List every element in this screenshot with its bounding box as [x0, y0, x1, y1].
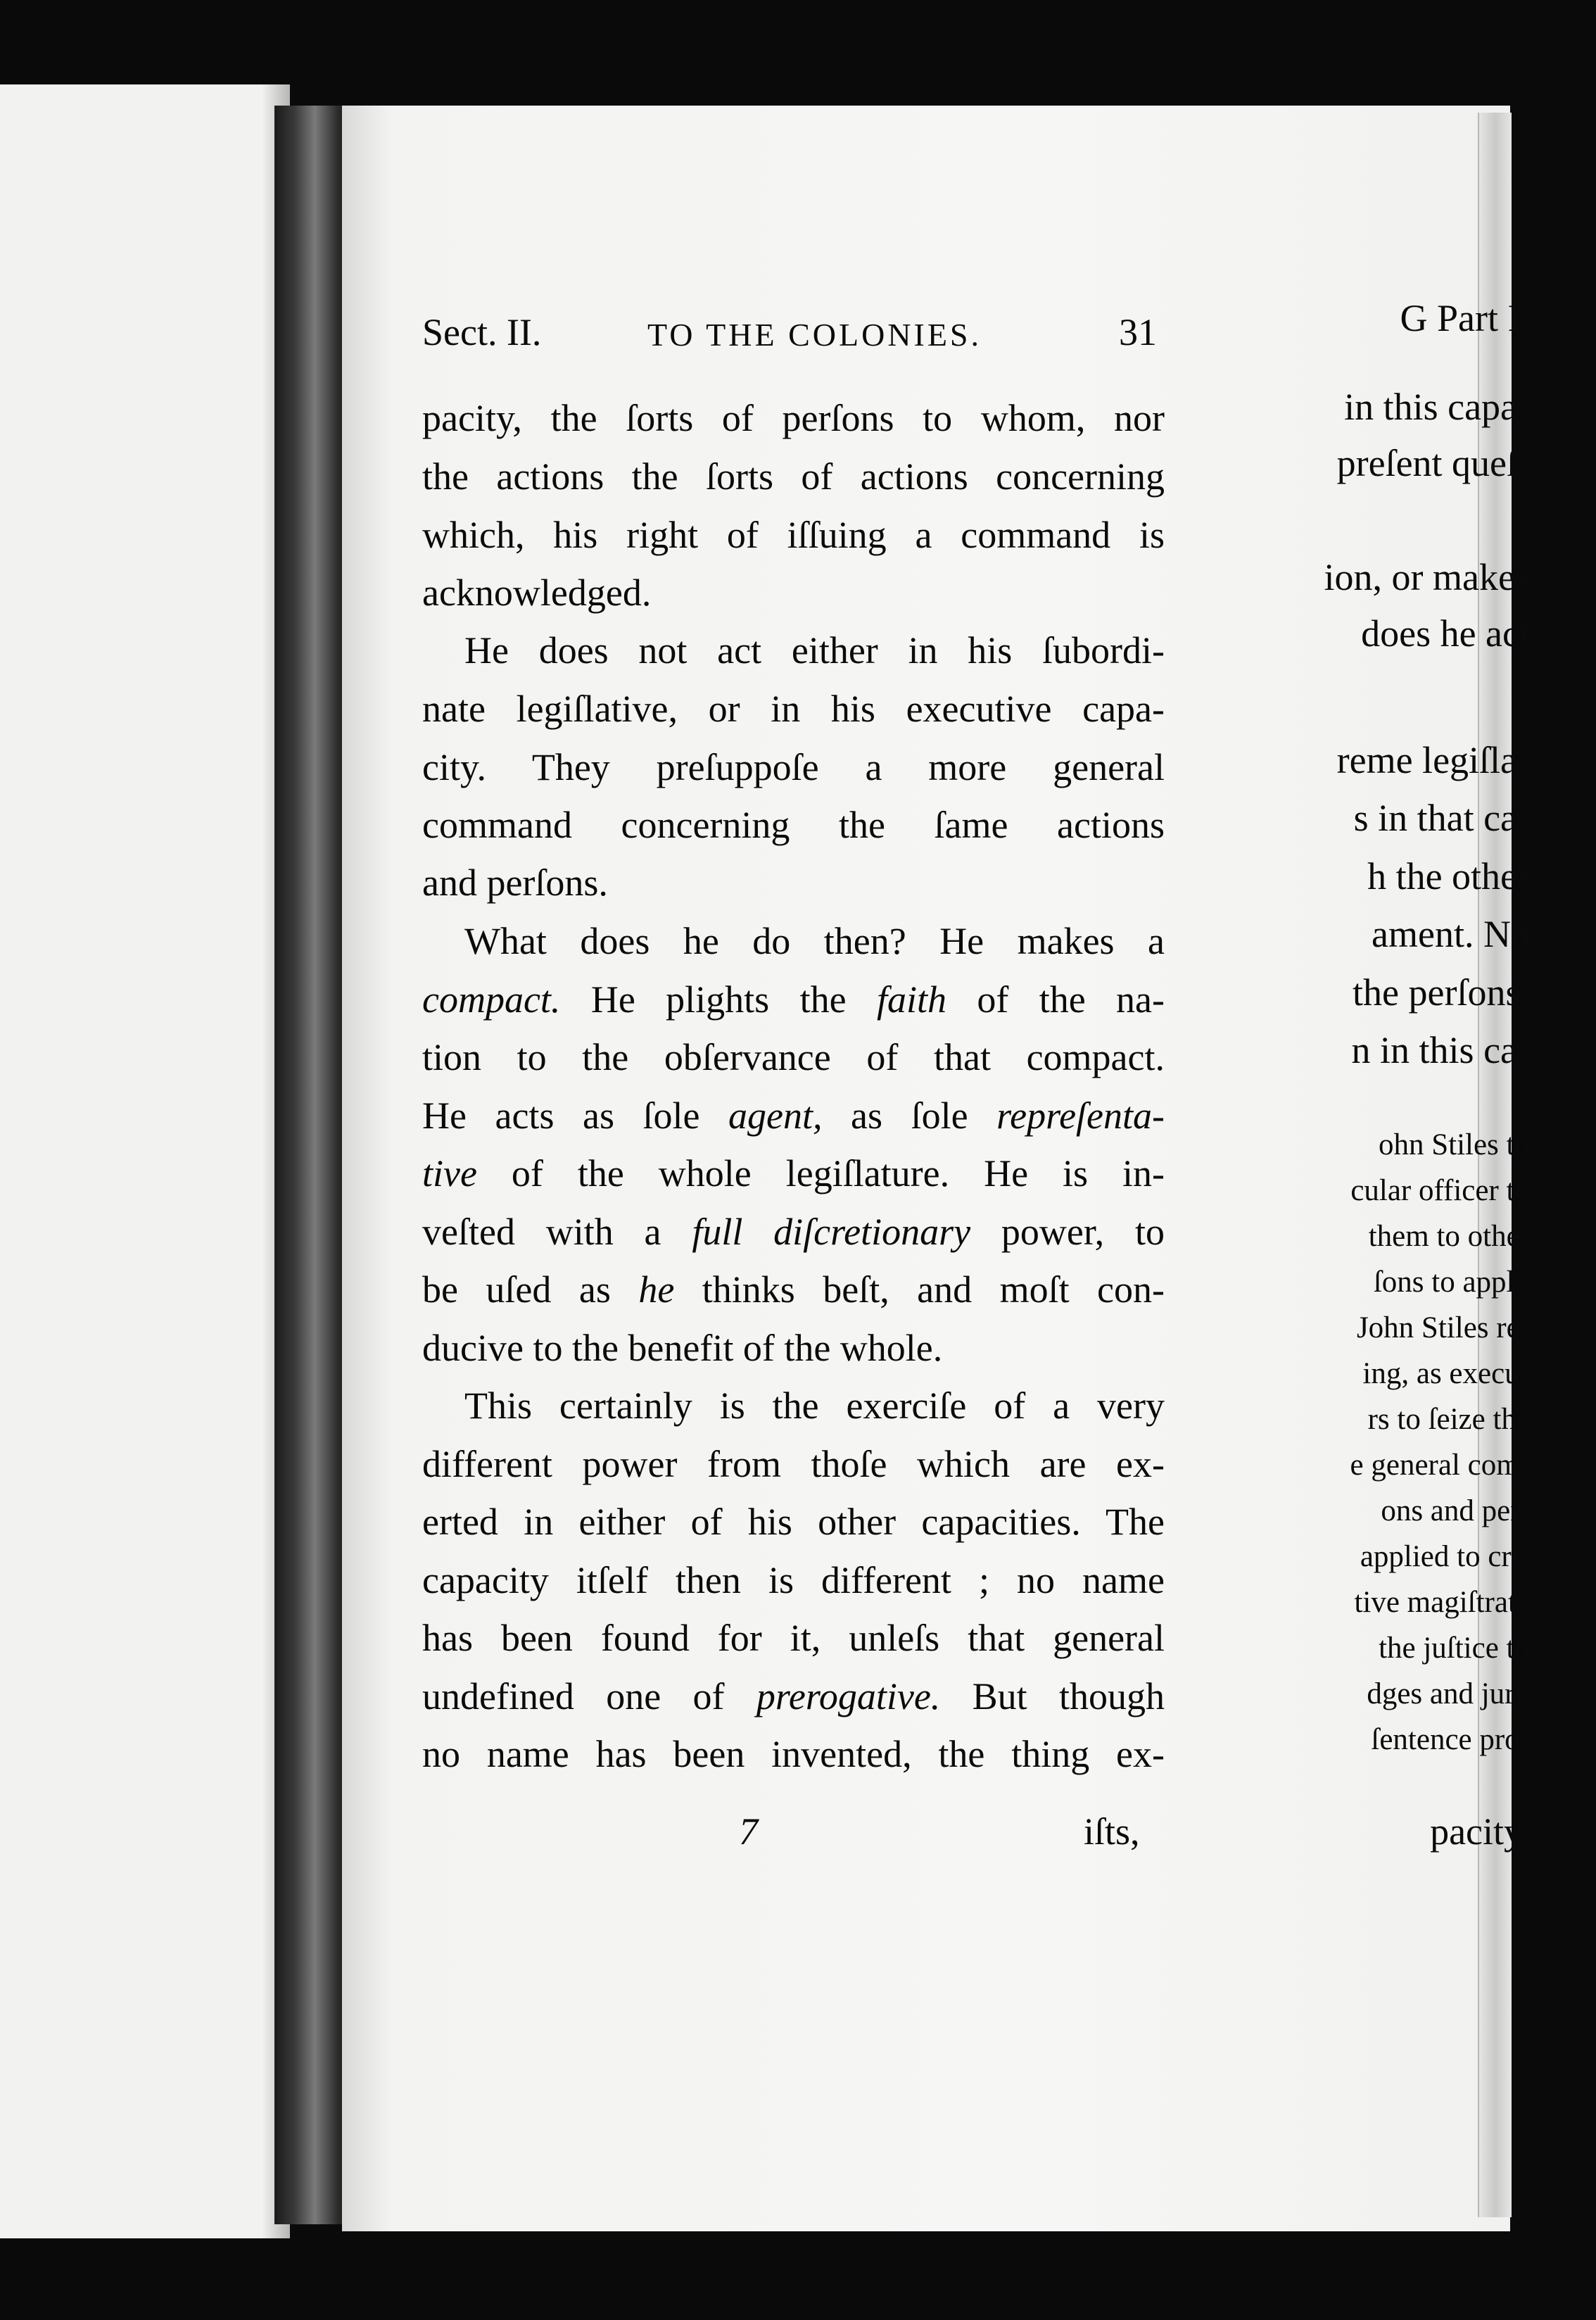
text-line: tive of the whole legiſlature. He is in- [422, 1152, 1165, 1194]
left-note-line-3: them to other [1368, 1220, 1530, 1253]
left-note-line-10: applied to cri- [1360, 1540, 1530, 1573]
text-line: pacity, the ſorts of perſons to whom, nor [422, 397, 1165, 439]
left-note-line-11: tive magiſtrate [1354, 1586, 1530, 1619]
text-line: the actions the ſorts of actions concerning [422, 455, 1165, 498]
text-line: nate legiſlative, or in his executive capa- [422, 688, 1165, 730]
text-line: capacity itſelf then is different ; no name [422, 1559, 1165, 1601]
text-line: This certainly is the exerciſe of a very [464, 1385, 1165, 1427]
running-head-section: Sect. II. [422, 311, 542, 353]
signature-mark: 7 [739, 1810, 758, 1853]
left-line-10: n in this ca- [1351, 1029, 1530, 1071]
left-line-5: reme legiſla- [1336, 739, 1530, 781]
left-note-line-5: John Stiles re- [1356, 1311, 1530, 1344]
text-line: erted in either of his other capacities. The [422, 1501, 1165, 1543]
left-line-9: the perſons, [1353, 971, 1530, 1014]
right-catchword: iſts, [1084, 1810, 1140, 1853]
left-note-line-12: the juſtice to [1379, 1632, 1530, 1665]
text-line: no name has been invented, the thing ex- [422, 1733, 1165, 1775]
left-line-2: preſent queſ- [1336, 442, 1530, 484]
text-line: has been found for it, unleſs that general [422, 1617, 1165, 1659]
left-note-line-8: e general com- [1350, 1449, 1530, 1482]
left-line-8: ament. No [1372, 913, 1530, 955]
text-line: He does not act either in his ſubordi- [464, 629, 1165, 672]
left-line-1: in this capa- [1344, 386, 1530, 428]
left-note-line-4: ſons to apply [1373, 1266, 1530, 1299]
left-line-7: h the other [1367, 855, 1530, 897]
left-line-6: s in that ca- [1353, 797, 1530, 839]
text-line: What does he do then? He makes a [464, 920, 1165, 962]
page-number: 31 [1119, 311, 1157, 353]
text-line: city. They preſuppoſe a more general [422, 746, 1165, 788]
text-line: be uſed as he thinks beſt, and moſt con- [422, 1268, 1165, 1311]
left-header: G Part I. [1400, 297, 1530, 339]
left-note-line-1: ohn Stiles to [1378, 1128, 1530, 1161]
left-catchword: pacity, [1430, 1810, 1530, 1853]
text-line: tion to the obſervance of that compact. [422, 1036, 1165, 1078]
left-line-4: does he act [1361, 612, 1530, 655]
left-line-3: ion, or makes [1324, 556, 1530, 598]
text-line: and perſons. [422, 862, 608, 904]
text-line: ducive to the benefit of the whole. [422, 1327, 943, 1369]
left-note-line-13: dges and jury [1367, 1677, 1530, 1710]
text-line: which, his right of iſſuing a command is [422, 514, 1165, 556]
left-note-line-14: ſentence pro- [1371, 1723, 1530, 1756]
left-note-line-2: cular officer to [1350, 1174, 1530, 1207]
left-page [0, 84, 290, 2238]
text-line: He acts as ſole agent, as ſole repreſenta- [422, 1095, 1165, 1137]
text-line: different power from thoſe which are ex- [422, 1443, 1165, 1485]
text-line: veſted with a full diſcretionary power, to [422, 1211, 1165, 1253]
text-line: compact. He plights the faith of the na- [422, 978, 1165, 1021]
left-note-line-9: ons and per- [1381, 1494, 1530, 1527]
text-line: undefined one of prerogative. But though [422, 1675, 1165, 1717]
running-head-title: TO THE COLONIES. [647, 317, 982, 353]
text-line: command concerning the ſame actions [422, 804, 1165, 846]
left-note-line-7: rs to ſeize the [1367, 1403, 1530, 1436]
text-line: acknowledged. [422, 572, 652, 614]
left-note-line-6: ing, as execu- [1362, 1357, 1530, 1390]
